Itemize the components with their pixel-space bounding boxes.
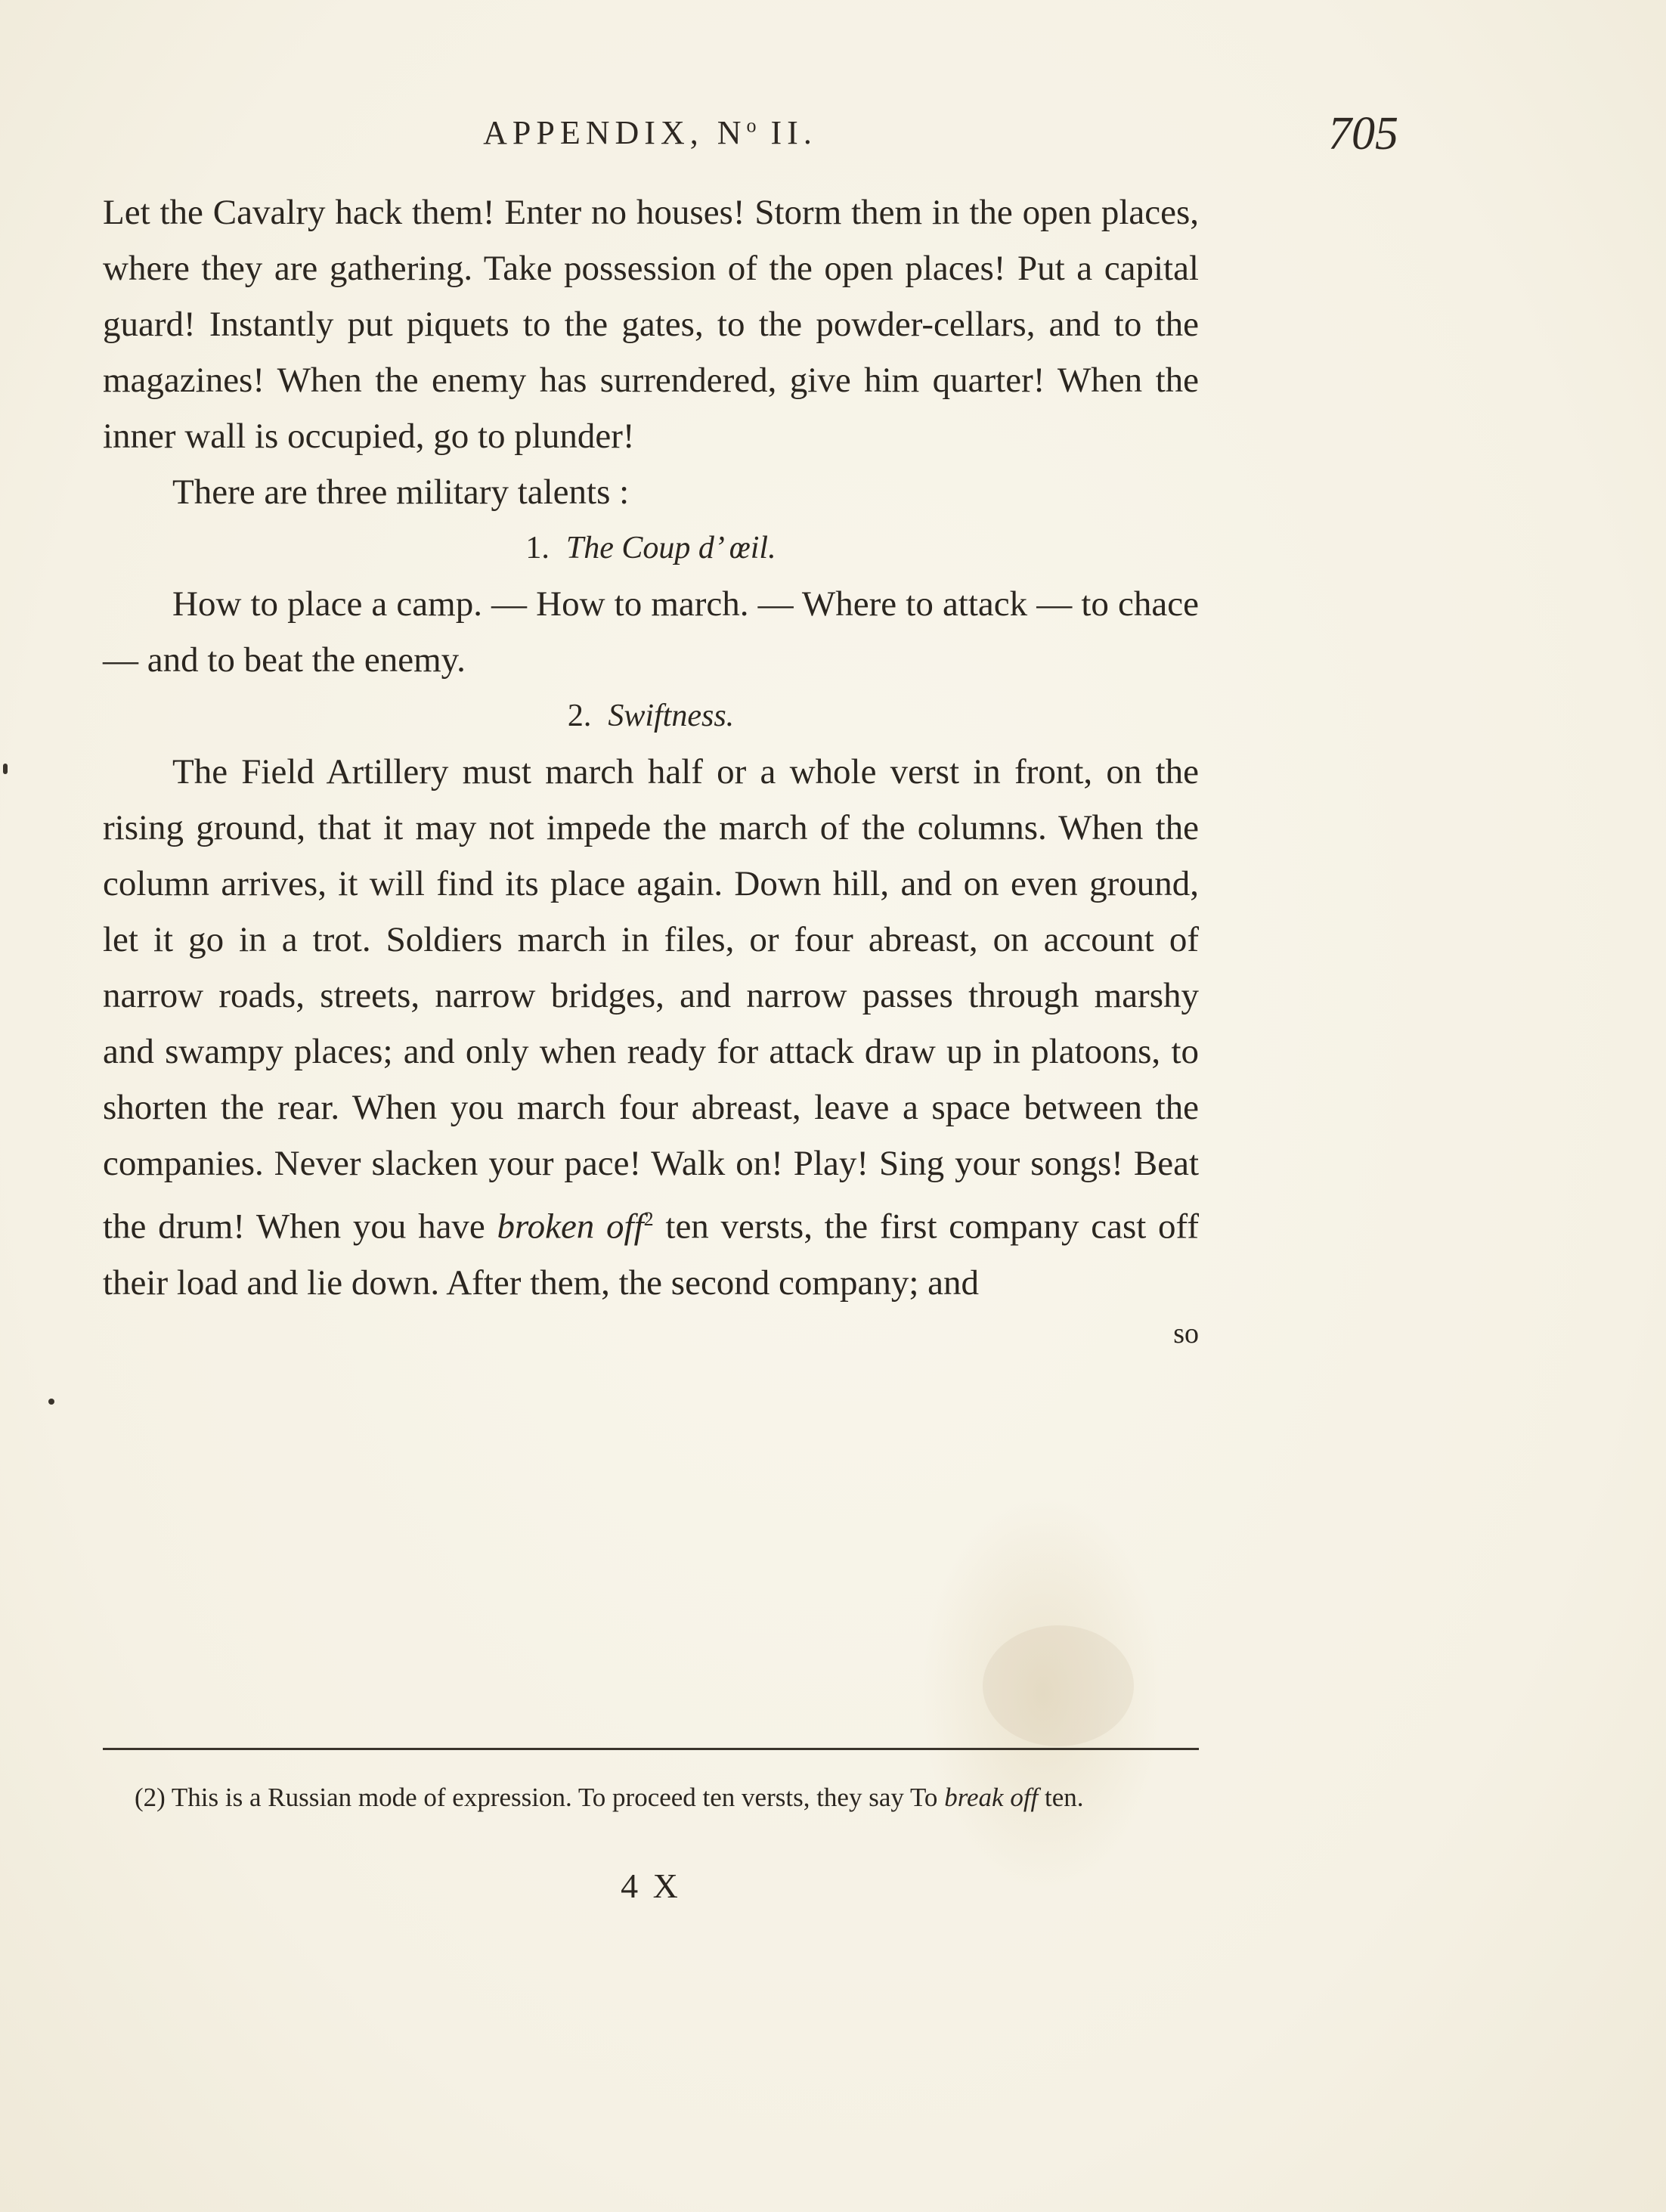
footnote-text-end: ten. xyxy=(1045,1783,1084,1812)
running-head-end: II. xyxy=(757,114,817,151)
footnote-text xyxy=(103,1777,1199,1819)
ink-speck xyxy=(48,1399,54,1405)
page-header xyxy=(98,108,1398,166)
running-head-superscript: o xyxy=(746,114,757,137)
section-number: 1. xyxy=(525,531,550,565)
page-number: 705 xyxy=(1328,108,1398,160)
footnote-text-part: (2) This is a Russian mode of expression. To proceed ten versts, they say To xyxy=(135,1783,938,1812)
ink-speck xyxy=(3,764,8,774)
paragraph-text: ten versts, the first company cast off their load and lie down. After them, the second company; and xyxy=(103,1207,1200,1303)
paragraph-text: The Field Artillery must march half or a whole verst in front, on the rising ground, that it may not impede the march of the columns. When the column arrives, it will find its place again. Down hill, and on even ground, let it go in a trot. Soldiers march in files, or four abreast, on account of narrow roads, streets, narrow bridges, and narrow passes through marshy and swampy places; and only when ready for attack draw up in platoons, to shorten the rear. When you march four abreast, leave a space between the companies. Never slacken your pace! Walk on! Play! Sing your songs! Beat the drum! When you have xyxy=(103,752,1199,1247)
section-title: The Coup d’ œil. xyxy=(565,531,776,565)
footnote-emphasis: break off xyxy=(944,1783,1039,1812)
footnote-reference: 2 xyxy=(643,1208,654,1230)
section-heading-coup-doeil xyxy=(103,520,1199,576)
emphasis-broken-off: broken off xyxy=(497,1207,644,1247)
catchword: so xyxy=(1173,1317,1199,1349)
section-title: Swiftness. xyxy=(608,699,735,733)
section-heading-swiftness xyxy=(103,688,1199,744)
footnote xyxy=(103,1777,1199,1819)
paragraph-field-artillery xyxy=(103,744,1199,1311)
paragraph-cavalry: Let the Cavalry hack them! Enter no houses! Storm them in the open places, where they are gathering. Take possession of the open places! Put a capital guard! Instantly put piquets to the gates, to the powder-cellars, and to the magazines! When the enemy has surrendered, give him quarter! When the inner wall is occupied, go to plunder! xyxy=(103,193,1199,456)
running-head xyxy=(98,113,1202,152)
foxing-stain xyxy=(983,1625,1134,1746)
main-text xyxy=(103,184,1199,1356)
footnote-rule xyxy=(103,1748,1199,1750)
paragraph-coup-doeil: How to place a camp. — How to march. — Where to attack — to chace — and to beat the enemy. xyxy=(103,584,1199,680)
signature-mark: 4 X xyxy=(621,1867,681,1905)
section-number: 2. xyxy=(567,699,592,733)
paragraph-three-talents: There are three military talents : xyxy=(172,472,630,512)
running-head-main: APPENDIX, N xyxy=(483,114,747,151)
